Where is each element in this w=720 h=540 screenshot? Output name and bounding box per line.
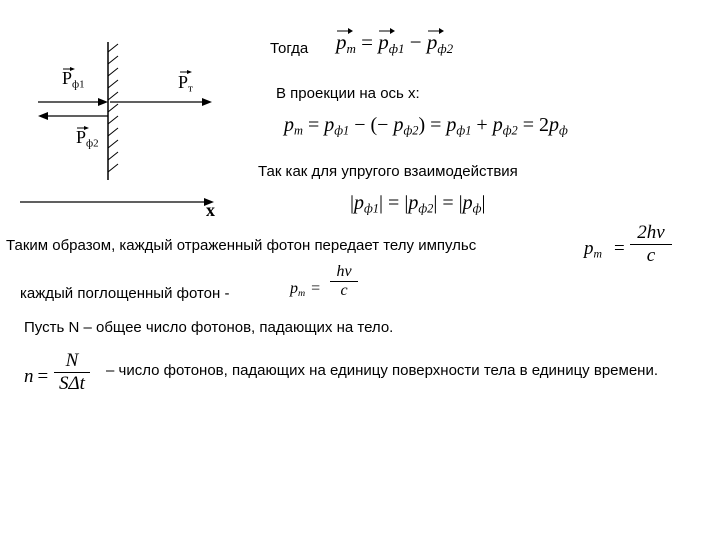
x-axis-label: x: [206, 200, 215, 220]
togda-text: Тогда: [270, 40, 309, 57]
reflected-arrowhead: [38, 112, 48, 120]
absorbed-text: каждый поглощенный фотон -: [20, 285, 230, 302]
n-eq-fraction: N SΔt: [54, 350, 90, 395]
let-n-text: Пусть N – общее число фотонов, падающих на тело.: [24, 319, 394, 336]
label-p2-sub: ф2: [86, 137, 99, 150]
elastic-text: Так как для упругого взаимодействия: [258, 163, 518, 180]
reflected-pm-fraction: 2hν c: [630, 222, 672, 267]
label-p1: P: [62, 68, 73, 88]
reflected-text: Таким образом, каждый отраженный фотон передает телу импульс: [6, 237, 477, 254]
vector-equation: $p_m$ = $p_{ф1}$ − $p_{ф2}$: [336, 30, 454, 56]
label-pt: P: [178, 72, 189, 92]
reflected-photon-label: [76, 127, 99, 149]
label-pt-sub: т: [188, 82, 193, 95]
body-momentum-label: [178, 72, 193, 94]
body-momentum-arrowhead: [202, 98, 212, 106]
incident-arrowhead: [98, 98, 108, 106]
absorbed-pm-lhs: $p_m$ =: [290, 280, 321, 299]
wall-hatching: [108, 44, 118, 172]
n-eq-lhs: n =: [24, 366, 49, 387]
label-p2: P: [76, 127, 87, 147]
per-unit-text: – число фотонов, падающих на единицу поверхности тела в единицу времени.: [106, 362, 658, 379]
projection-text: В проекции на ось x:: [276, 85, 420, 102]
label-p1-sub: ф1: [72, 78, 85, 91]
reflected-pm-lhs: $p_m$ =: [584, 238, 625, 261]
projection-equation: $p_m = p_{ф1}$ − (− $p_{ф2}) = p_{ф1} + p_{ф2} = 2p_ф$: [284, 114, 568, 138]
abs-equation: $|p_{ф1}| = |p_{ф2}| = |p_ф|$: [350, 192, 486, 216]
incident-photon-label: [62, 68, 85, 90]
absorbed-pm-fraction: hν c: [330, 263, 358, 300]
